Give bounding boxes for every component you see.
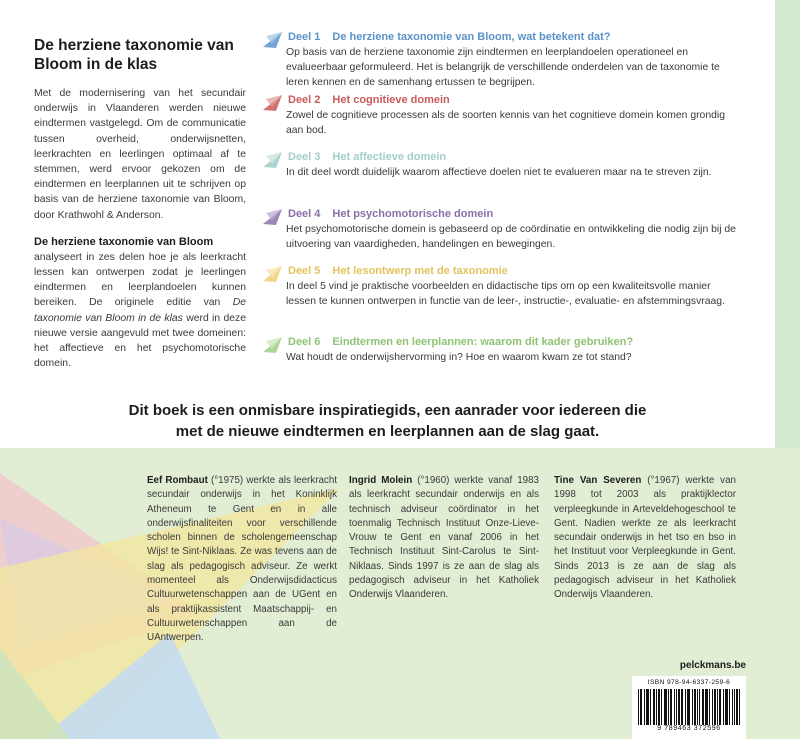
- barcode-bar: [653, 689, 654, 725]
- part-4-title: Het psychomotorische domein: [332, 208, 494, 220]
- barcode-bar: [679, 689, 680, 725]
- triangle-yellow-icon: [262, 264, 284, 284]
- author-3-bio: werkte van 1998 tot 2003 als praktijklector verpleegkunde in Arteveldehogeschool te Gent. Nadien werkte ze als leerkracht secundair onderwijs in het tso en bso in het Instituut voor Verpleegkunde in Gent. Sinds 2013 is ze aan de slag als pedagogisch adviseur in het Katholiek Onderwijs Vlaanderen.: [554, 475, 736, 601]
- author-2-year: (°1960): [412, 475, 450, 486]
- part-2-title: Het cognitieve domein: [332, 94, 450, 106]
- barcode-bar: [678, 689, 679, 725]
- barcode-bar: [664, 689, 665, 725]
- part-6-title: Eindtermen en leerplannen: waarom dit kader gebruiken?: [332, 336, 634, 348]
- barcode-bar: [699, 689, 700, 725]
- barcode-bar: [719, 689, 720, 725]
- isbn-text: ISBN 978-94-6337-259-6: [647, 679, 731, 686]
- barcode-bar: [697, 689, 698, 725]
- barcode-bar: [638, 689, 639, 725]
- barcode-bar: [695, 689, 696, 725]
- barcode-bar: [702, 689, 703, 725]
- barcode-bar: [644, 689, 645, 725]
- part-1-title: De herziene taxonomie van Bloom, wat betekent dat?: [332, 31, 611, 43]
- right-color-strip: [775, 0, 800, 448]
- triangle-red-icon: [262, 93, 284, 113]
- barcode-bar: [641, 689, 642, 725]
- part-3-title: Het affectieve domein: [332, 151, 447, 163]
- barcode-bar: [665, 689, 666, 725]
- barcode-bar: [654, 689, 655, 725]
- barcode-bar: [647, 689, 648, 725]
- barcode-bar: [727, 689, 728, 725]
- barcode-bar: [729, 689, 730, 725]
- barcode-bar: [703, 689, 704, 725]
- barcode-bar: [734, 689, 735, 725]
- part-3: [262, 150, 742, 207]
- part-6-text: Wat houdt de onderwijshervorming in? Hoe en waarom kwam ze tot stand?: [286, 352, 632, 363]
- part-5: [262, 264, 742, 335]
- part-4-text: Het psychomotorische domein is gebaseerd op de coördinatie en ontwikkeling die nodig zijn bij de uitvoering van vaardigheden, handelingen en bewegingen.: [286, 224, 736, 251]
- triangle-green-icon: [262, 335, 284, 355]
- barcode: [632, 676, 746, 739]
- part-5-title: Het lesontwerp met de taxonomie: [332, 265, 508, 277]
- part-1: [262, 30, 742, 93]
- barcode-bar: [648, 689, 649, 725]
- barcode-bar: [723, 689, 724, 725]
- barcode-bar: [681, 689, 682, 725]
- author-3-year: (°1967): [641, 475, 680, 486]
- barcode-bar: [732, 689, 733, 725]
- barcode-bar: [689, 689, 690, 725]
- part-6-label: Deel 6: [288, 336, 321, 348]
- barcode-bar: [714, 689, 715, 725]
- barcode-bar: [705, 689, 706, 725]
- barcode-bar: [666, 689, 667, 725]
- publisher-url[interactable]: pelckmans.be: [679, 660, 746, 671]
- barcode-bar: [739, 689, 740, 725]
- author-1-year: (°1975): [207, 475, 244, 486]
- part-6: [262, 335, 742, 375]
- barcode-bar: [658, 689, 659, 725]
- part-5-label: Deel 5: [288, 265, 321, 277]
- barcode-bar: [712, 689, 713, 725]
- barcode-bars: [638, 689, 740, 725]
- barcode-bar: [676, 689, 677, 725]
- barcode-bar: [682, 689, 683, 725]
- author-1-bio: werkte als leerkracht secundair onderwijs in het Koninklijk Atheneum te Gent en in alle onderwijsfinaliteiten voor verschillende scholen binnen de scholengemeenschap Wijs! te Sint-Niklaas. Ze was tevens aan de slag als pedagogisch adviseur. Ze werkt momenteel als Onderwijsdidacticus Cultuurwetenschappen aan de UGent en als praktijkassistent Maatschappij- en Cultuurwetenschappen aan de UAntwerpen.: [147, 475, 337, 644]
- author-bio-2: [349, 474, 539, 603]
- barcode-bar: [709, 689, 710, 725]
- intro-paragraph-2-b: werd in deze nieuwe versie aangevuld met twee domeinen: het affectieve en het psychomotorische domein.: [34, 312, 246, 370]
- barcode-bar: [668, 689, 669, 725]
- barcode-bar: [670, 689, 671, 725]
- barcode-bar: [687, 689, 688, 725]
- tagline: [0, 400, 775, 442]
- part-2-text: Zowel de cognitieve processen als de soorten kennis van het cognitieve domein komen grondig aan bod.: [286, 110, 725, 137]
- author-3-name: Tine Van Severen: [554, 475, 642, 486]
- barcode-bar: [717, 689, 718, 725]
- part-1-label: Deel 1: [288, 31, 321, 43]
- barcode-bar: [640, 689, 641, 725]
- part-4: [262, 207, 742, 264]
- triangle-blue-icon: [262, 30, 284, 50]
- barcode-bar: [650, 689, 651, 725]
- part-2: [262, 93, 742, 150]
- barcode-bar: [715, 689, 716, 725]
- barcode-bar: [706, 689, 707, 725]
- intro-paragraph-2-a: analyseert in zes delen hoe je als leerkracht lessen kan ontwerpen zodat je leerlingen eindtermen en leerplandoelen kunnen bereiken. De originele editie van: [34, 251, 246, 309]
- author-2-bio: werkte vanaf 1983 als leerkracht secundair onderwijs en als technisch adviseur coördinator in het toenmalig Technisch Instituut Onze-Lieve-Vrouw te Gent en vanaf 2006 in het Technisch Instituut Sint-Carolus te Sint-Niklaas. Sinds 1997 is ze aan de slag als pedagogisch adviseur in het Katholiek Onderwijs Vlaanderen.: [349, 475, 539, 601]
- barcode-bar: [685, 689, 686, 725]
- author-bio-3: [554, 474, 736, 603]
- intro-paragraph-2: [34, 250, 246, 372]
- barcode-digits: 9 789463 372596: [657, 725, 721, 732]
- barcode-bar: [737, 689, 738, 725]
- barcode-bar: [736, 689, 737, 725]
- barcode-bar: [688, 689, 689, 725]
- triangle-purple-icon: [262, 207, 284, 227]
- part-3-label: Deel 3: [288, 151, 321, 163]
- part-1-text: Op basis van de herziene taxonomie zijn eindtermen en leerplandoelen operationeel en evalueerbaar geformuleerd. Het is belangrijk de verschillende onderdelen van de taxonomie te leren kennen en de samenhang ertussen te begrijpen.: [286, 47, 720, 89]
- part-4-label: Deel 4: [288, 208, 321, 220]
- barcode-bar: [659, 689, 660, 725]
- intro-subtitle: De herziene taxonomie van Bloom: [34, 235, 214, 248]
- author-bio-1: [147, 474, 337, 646]
- intro-paragraph: Met de modernisering van het secundair onderwijs in Vlaanderen werden nieuwe eindtermen vastgelegd. Om de communicatie tussen overheid, onderwijsnetten, leerkrachten en leerlingen optimaal af te stemmen, werd ervoor gekozen om de eindtermen en leerplannen uit te schrijven op basis van de herziene taxonomie van Bloom, door Krathwohl & Anderson.: [34, 88, 246, 221]
- part-2-label: Deel 2: [288, 94, 321, 106]
- parts-list: [262, 30, 742, 375]
- barcode-bar: [725, 689, 726, 725]
- tagline-line-2: met de nieuwe eindtermen en leerplannen aan de slag gaat.: [175, 423, 600, 440]
- barcode-bar: [661, 689, 662, 725]
- tagline-line-1: Dit boek is een onmisbare inspiratiegids, een aanrader voor iedereen die: [128, 402, 647, 419]
- book-title: De herziene taxonomie van Bloom in de klas: [34, 37, 234, 73]
- barcode-bar: [692, 689, 693, 725]
- barcode-bar: [707, 689, 708, 725]
- barcode-bar: [674, 689, 675, 725]
- original-edition-title: De taxonomie van Bloom in de klas: [34, 297, 246, 324]
- author-2-name: Ingrid Molein: [349, 475, 413, 486]
- author-section: [0, 448, 800, 739]
- intro-column: [34, 36, 246, 371]
- barcode-bar: [694, 689, 695, 725]
- triangle-teal-icon: [262, 150, 284, 170]
- author-1-name: Eef Rombaut: [147, 475, 208, 486]
- barcode-bar: [671, 689, 672, 725]
- part-3-text: In dit deel wordt duidelijk waarom affectieve doelen niet te evalueren maar na te streven zijn.: [286, 167, 712, 178]
- barcode-bar: [726, 689, 727, 725]
- part-5-text: In deel 5 vind je praktische voorbeelden en didactische tips om op een kwaliteitsvolle manier lessen te kunnen ontwerpen in functie van de leer-, instructie-, evaluatie- en afstemmingsvraag.: [286, 281, 725, 308]
- barcode-bar: [646, 689, 647, 725]
- barcode-bar: [720, 689, 721, 725]
- barcode-bar: [656, 689, 657, 725]
